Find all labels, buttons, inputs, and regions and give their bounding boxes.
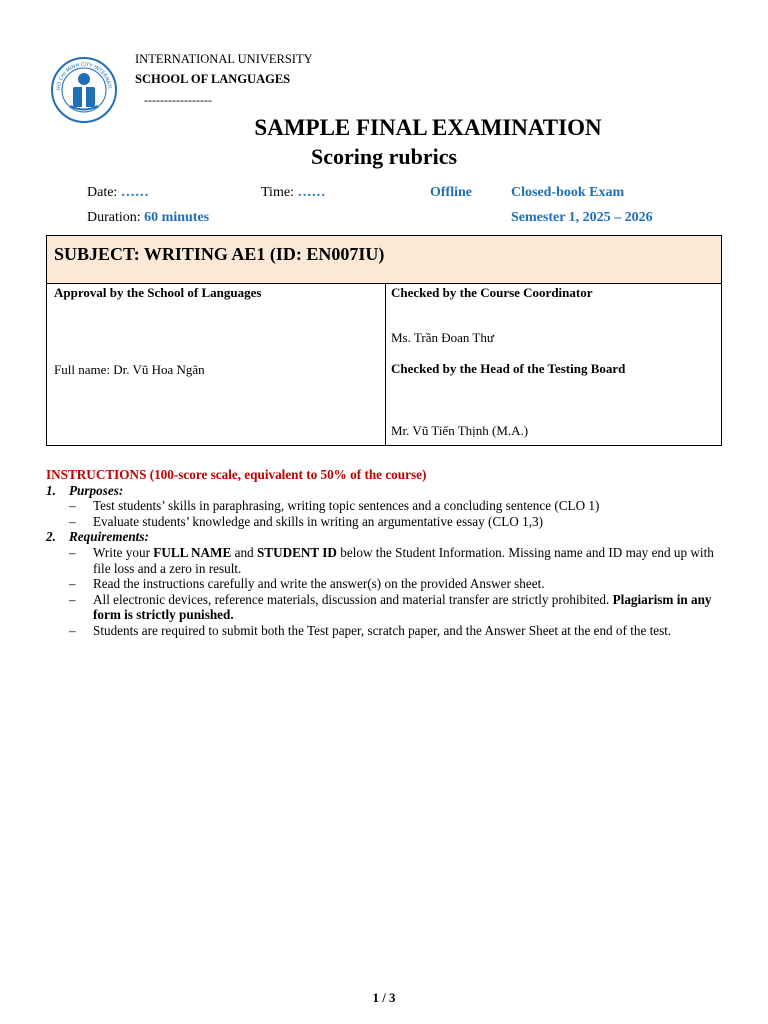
university-name: INTERNATIONAL UNIVERSITY bbox=[135, 52, 313, 66]
coordinator-name: Ms. Trần Đoan Thư bbox=[391, 330, 494, 345]
page-number: 1 / 3 bbox=[372, 990, 396, 1005]
subject-table bbox=[46, 235, 722, 446]
list-item: – Read the instructions carefully and write the answer(s) on the provided Answer sheet. bbox=[69, 576, 545, 592]
svg-text:HO CHI MINH CITY INTERNATIONAL: HO CHI MINH CITY INTERNATI bbox=[55, 61, 112, 91]
exam-type: Closed-book Exam bbox=[511, 185, 625, 200]
subject-heading: SUBJECT: WRITING AE1 (ID: EN007IU) bbox=[47, 236, 721, 284]
section-requirements: 2. Requirements: bbox=[46, 529, 149, 545]
testing-board-name: Mr. Vũ Tiến Thịnh (M.A.) bbox=[391, 423, 529, 438]
duration-field bbox=[87, 210, 209, 226]
page-subtitle: Scoring rubrics bbox=[310, 144, 458, 169]
list-item: – Write your FULL NAME and STUDENT ID below the Student Information. Missing name and ID may end up with file loss and a zero in result. bbox=[69, 544, 714, 576]
section-purposes: 1. Purposes: bbox=[46, 482, 124, 498]
date-label: Date: bbox=[87, 185, 118, 200]
instructions bbox=[46, 467, 726, 639]
section-title: Requirements: bbox=[69, 529, 149, 545]
duration-label: Duration: bbox=[87, 210, 141, 225]
semester: Semester 1, 2025 – 2026 bbox=[511, 210, 653, 225]
list-item: – All electronic devices, reference materials, discussion and material transfer are strictly prohibited. Plagiarism in any form is strictly punished. bbox=[69, 591, 712, 623]
date-value: …… bbox=[120, 185, 149, 200]
list-item: – Test students’ skills in paraphrasing, writing topic sentences and a concluding sentence (CLO 1) bbox=[69, 498, 600, 514]
section-title: Purposes: bbox=[69, 482, 124, 498]
list-item: – Students are required to submit both the Test paper, scratch paper, and the Answer Sheet at the end of the test. bbox=[69, 622, 672, 638]
time-value: …… bbox=[297, 185, 326, 200]
university-logo bbox=[50, 57, 118, 123]
duration-value: 60 minutes bbox=[144, 210, 210, 225]
date-field bbox=[87, 185, 149, 201]
exam-mode: Offline bbox=[430, 185, 472, 200]
instructions-heading: INSTRUCTIONS (100-score scale, equivalent to 50% of the course) bbox=[46, 467, 427, 482]
time-field bbox=[261, 185, 325, 201]
header-divider: ----------------- bbox=[144, 93, 212, 107]
testing-board-label: Checked by the Head of the Testing Board bbox=[391, 361, 626, 376]
page-title: SAMPLE FINAL EXAMINATION bbox=[254, 115, 602, 140]
time-label: Time: bbox=[261, 185, 294, 200]
school-name: SCHOOL OF LANGUAGES bbox=[135, 72, 291, 86]
coordinator-label: Checked by the Course Coordinator bbox=[391, 285, 593, 300]
table-column-divider bbox=[385, 284, 386, 445]
list-item: – Evaluate students’ knowledge and skills in writing an argumentative essay (CLO 1,3) bbox=[69, 513, 543, 529]
approval-label: Approval by the School of Languages bbox=[54, 285, 262, 300]
approval-name: Full name: Dr. Vũ Hoa Ngân bbox=[54, 362, 205, 377]
